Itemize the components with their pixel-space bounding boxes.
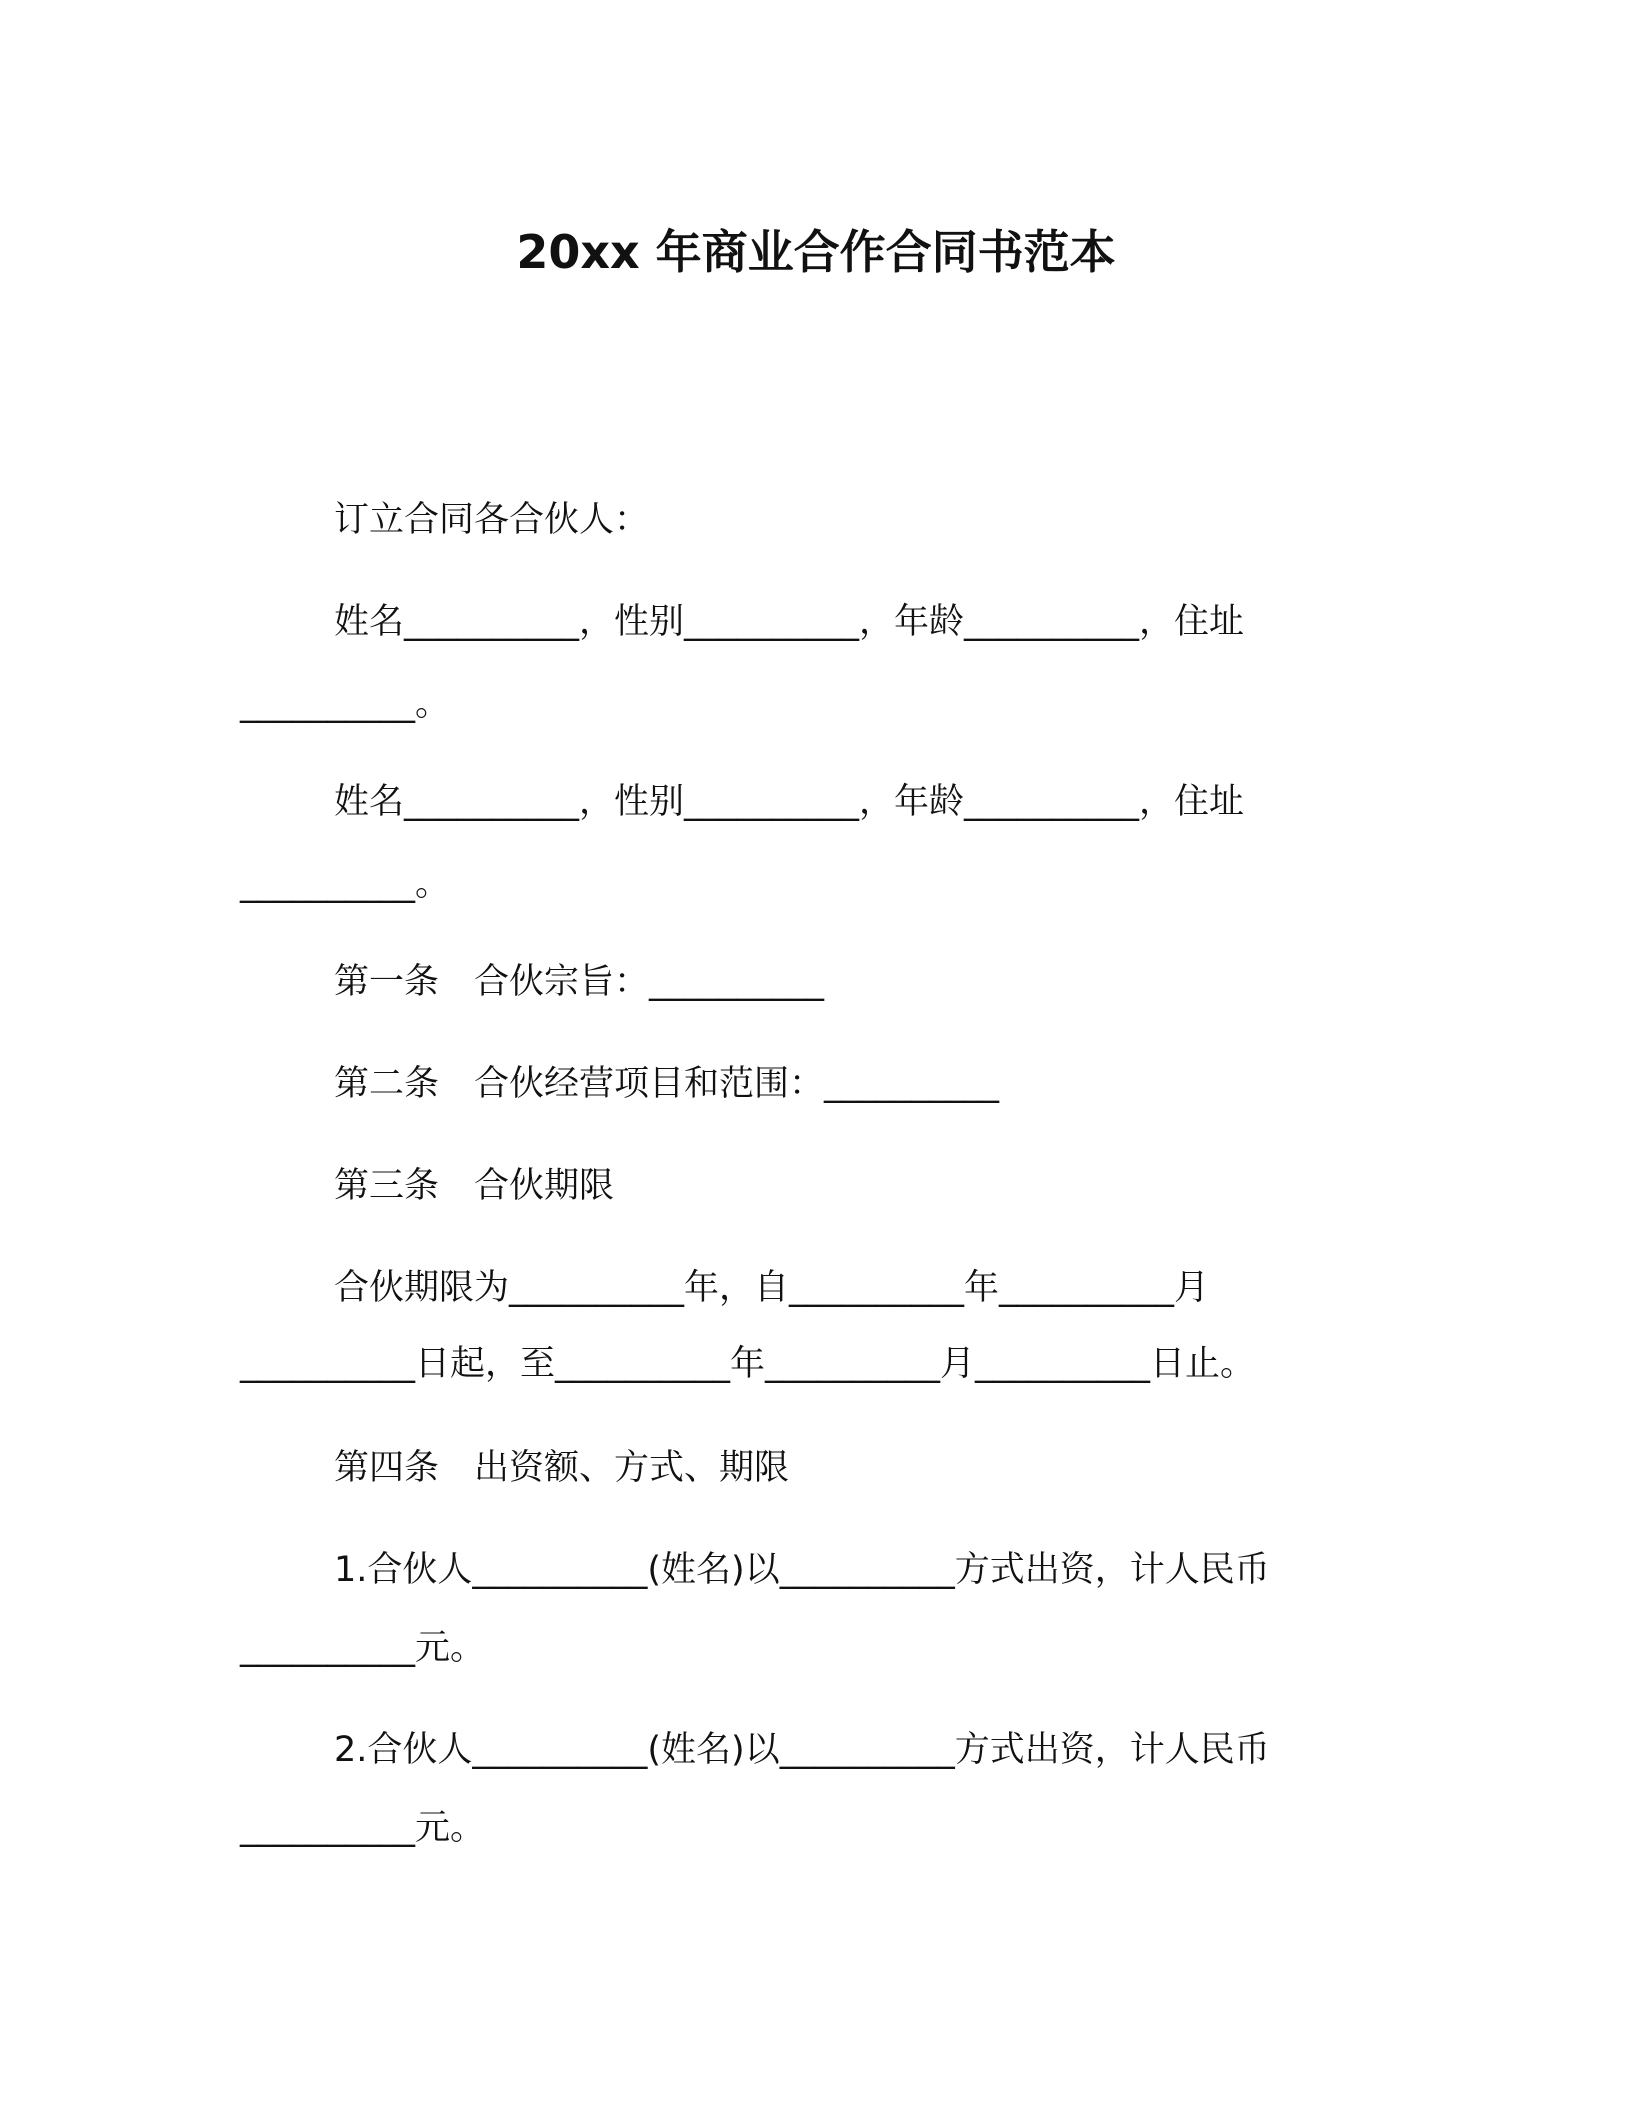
article-3-heading: 第三条 合伙期限 — [334, 1166, 615, 1206]
contribution-2-line-1: 2.合伙人__________(姓名)以__________方式出资，计人民币 — [334, 1730, 1270, 1770]
document-title: 20xx 年商业合作合同书范本 — [516, 225, 1116, 279]
article-2-scope: 第二条 合伙经营项目和范围：__________ — [334, 1064, 1000, 1104]
article-4-heading: 第四条 出资额、方式、期限 — [334, 1448, 790, 1488]
parties-heading: 订立合同各合伙人： — [334, 500, 650, 540]
partner-1-info-line-1: 姓名__________，性别__________，年龄__________，住址 — [334, 602, 1245, 642]
article-3-term-line-1: 合伙期限为__________年，自__________年__________月 — [334, 1268, 1210, 1308]
contribution-1-line-2: __________元。 — [240, 1628, 486, 1668]
contribution-2-line-2: __________元。 — [240, 1808, 486, 1848]
article-1-purpose: 第一条 合伙宗旨：__________ — [334, 962, 825, 1002]
article-3-term-line-2: __________日起，至__________年__________月__________日止。 — [240, 1344, 1256, 1384]
partner-1-info-line-2: __________。 — [240, 684, 451, 724]
partner-2-info-line-2: __________。 — [240, 864, 451, 904]
partner-2-info-line-1: 姓名__________，性别__________，年龄__________，住址 — [334, 782, 1245, 822]
contribution-1-line-1: 1.合伙人__________(姓名)以__________方式出资，计人民币 — [334, 1550, 1270, 1590]
